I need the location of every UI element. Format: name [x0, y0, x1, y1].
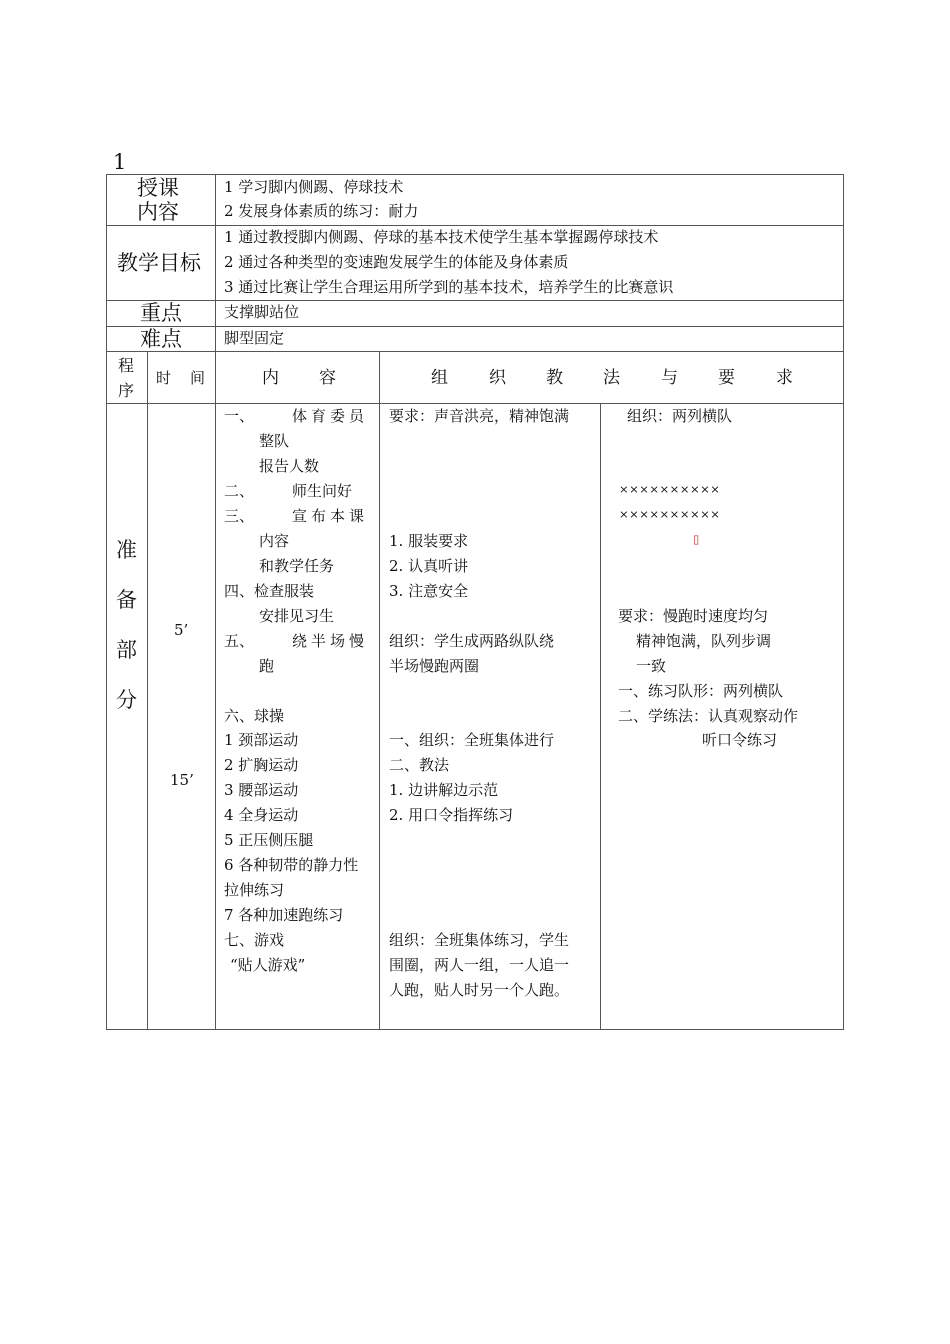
col-content-2: 容	[319, 368, 336, 388]
course-content-line-1: 1 学习脚内侧踢、停球技术	[224, 178, 404, 196]
content-item3-text: 宣布本课	[292, 507, 369, 525]
content-ex1: 1 颈部运动	[224, 731, 299, 749]
method-item-2: 2. 认真听讲	[389, 557, 469, 575]
content-item4: 四、检查服装	[224, 582, 315, 600]
content-item1-head: 一、	[224, 407, 255, 425]
content-ex3: 3 腰部运动	[224, 781, 299, 799]
content-item3-line3: 和教学任务	[259, 557, 335, 575]
col-org-1: 组	[431, 368, 448, 388]
method-game-2: 围圈，两人一组，一人追一	[389, 956, 570, 974]
method-run-1: 组织：学生成两路纵队绕	[389, 632, 555, 650]
objective-1: 1 通过教授脚内侧踢、停球的基本技术使学生基本掌握踢停球技术	[224, 228, 659, 246]
content-item5-head: 五、	[224, 632, 255, 650]
content-item1-line2: 整队	[259, 432, 290, 450]
content-ex4: 4 全身运动	[224, 806, 299, 824]
method-item-1: 1. 服装要求	[389, 532, 469, 550]
method-run-2: 半场慢跑两圈	[389, 657, 480, 675]
section-name-char-4: 分	[116, 688, 137, 712]
content-ex2: 2 扩胸运动	[224, 756, 299, 774]
objective-3: 3 通过比赛让学生合理运用所学到的基本技术，培养学生的比赛意识	[224, 278, 674, 296]
org-drill-1: 一、练习队形：两列横队	[618, 682, 784, 700]
content-item4-line2: 安排见习生	[259, 607, 335, 625]
org-formation: 组织：两列横队	[627, 407, 733, 425]
content-item5-line2: 跑	[259, 657, 275, 675]
difficulty-label: 难点	[140, 327, 182, 351]
course-content-line-2: 2 发展身体素质的练习：耐力	[224, 202, 419, 220]
content-ex6-line2: 拉伸练习	[224, 881, 285, 899]
org-drill-3: 听口令练习	[702, 731, 778, 749]
content-item6: 六、球操	[224, 707, 285, 725]
col-time-1: 时	[156, 369, 172, 387]
method-game-1: 组织：全班集体练习，学生	[389, 931, 570, 949]
org-row-symbols-2: ××××××××××	[619, 507, 721, 521]
col-org-7: 求	[776, 368, 793, 388]
col-org-6: 要	[718, 368, 735, 388]
content-item1-line3: 报告人数	[259, 457, 320, 475]
time-15min: 15’	[170, 771, 194, 789]
content-item3-line2: 内容	[259, 532, 290, 550]
key-point-value: 支撑脚站位	[224, 303, 300, 321]
method-requirement: 要求：声音洪亮，精神饱满	[389, 407, 570, 425]
col-content-1: 内	[262, 368, 279, 388]
col-org-2: 织	[489, 368, 506, 388]
content-item5-text: 绕半场慢	[292, 632, 369, 650]
course-content-label-2: 内容	[137, 200, 179, 224]
col-org-5: 与	[661, 368, 678, 388]
content-ex7: 7 各种加速跑练习	[224, 906, 344, 924]
org-row-symbols-1: ××××××××××	[619, 482, 721, 496]
method-org-4: 2. 用口令指挥练习	[389, 806, 514, 824]
objectives-label: 教学目标	[117, 251, 201, 275]
teacher-marker-icon: ▯	[693, 532, 700, 546]
col-org-4: 法	[603, 368, 620, 388]
content-ex6: 6 各种韧带的静力性	[224, 856, 359, 874]
time-5min: 5’	[174, 621, 189, 639]
content-item2-text: 师生问好	[292, 482, 353, 500]
content-item2-head: 二、	[224, 482, 255, 500]
difficulty-value: 脚型固定	[224, 329, 285, 347]
col-time-2: 间	[190, 369, 206, 387]
section-name-char-3: 部	[116, 638, 137, 662]
objective-2: 2 通过各种类型的变速跑发展学生的体能及身体素质	[224, 253, 569, 271]
course-content-label: 授课	[137, 176, 179, 200]
method-item-3: 3. 注意安全	[389, 582, 469, 600]
method-game-3: 人跑，贴人时另一个人跑。	[389, 981, 570, 999]
method-org-2: 二、教法	[389, 756, 450, 774]
org-req-2: 精神饱满，队列步调	[636, 632, 772, 650]
method-org-3: 1. 边讲解边示范	[389, 781, 499, 799]
content-game-name: “贴人游戏”	[230, 956, 306, 974]
org-drill-2: 二、学练法：认真观察动作	[618, 707, 799, 725]
org-req-3: 一致	[636, 657, 667, 675]
org-req-1: 要求：慢跑时速度均匀	[618, 607, 769, 625]
key-point-label: 重点	[140, 301, 182, 325]
col-procedure-2: 序	[118, 381, 135, 400]
method-org-1: 一、组织：全班集体进行	[389, 731, 555, 749]
section-name-char-1: 准	[116, 538, 137, 562]
col-org-3: 教	[546, 368, 563, 388]
page-number: 1	[113, 150, 127, 174]
section-name-char-2: 备	[116, 588, 137, 612]
content-item7: 七、游戏	[224, 931, 285, 949]
content-item3-head: 三、	[224, 507, 255, 525]
content-ex5: 5 正压侧压腿	[224, 831, 314, 849]
col-procedure-1: 程	[118, 356, 135, 375]
content-item1-text: 体育委员	[292, 407, 369, 425]
